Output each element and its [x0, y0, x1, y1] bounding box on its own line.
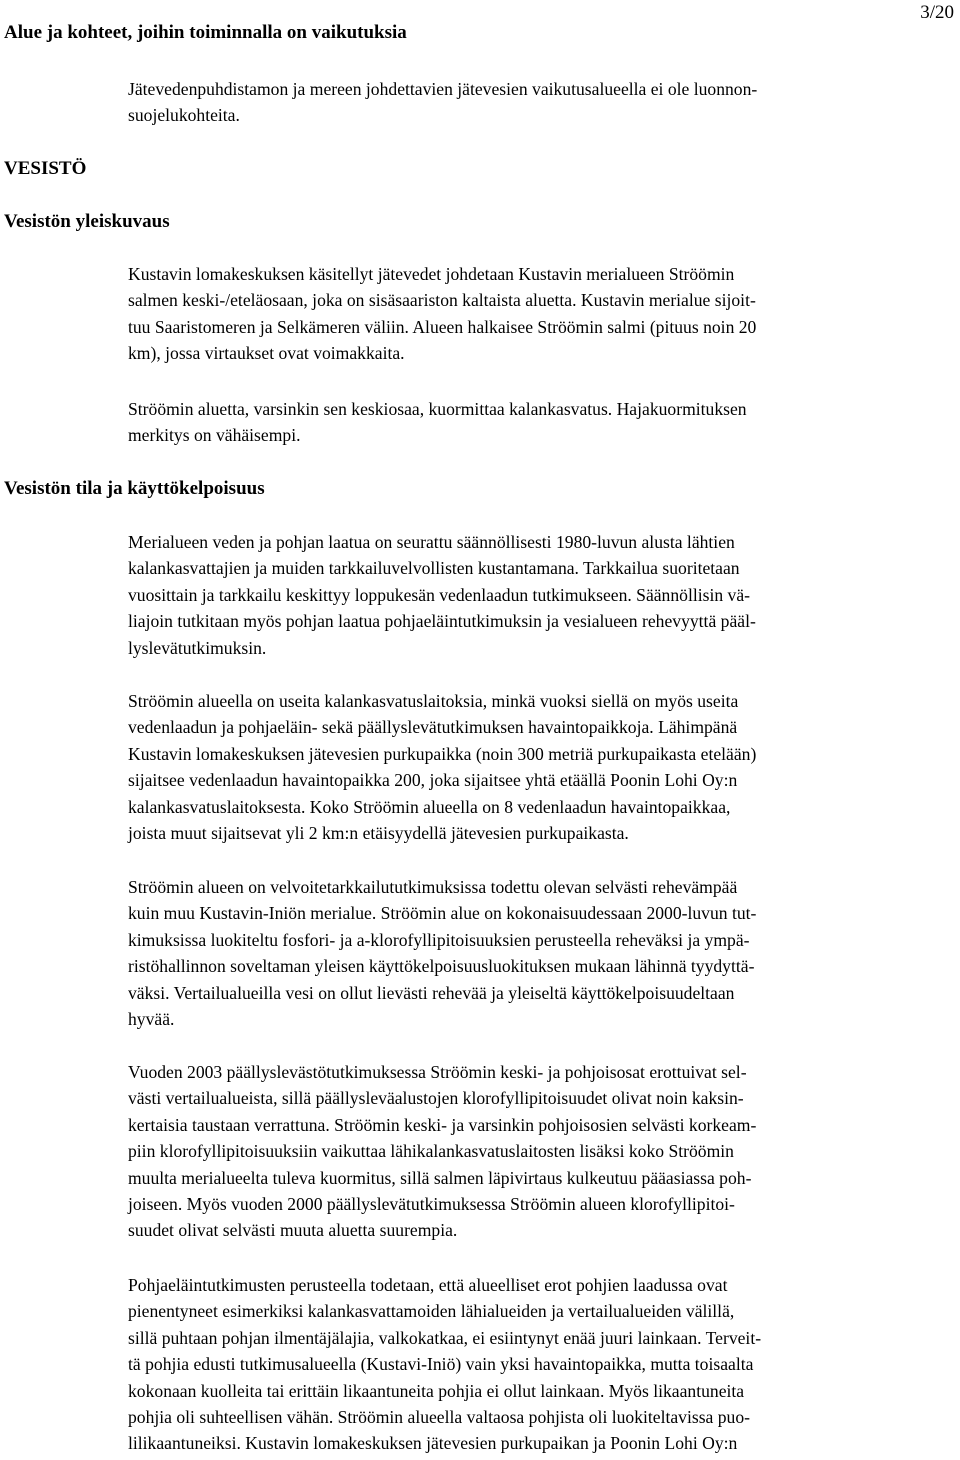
- text-line: Vuoden 2003 päällyslevästötutkimuksessa Ströömin keski- ja pohjoisosat erottuivat sel-: [128, 1062, 747, 1082]
- text-line: piin klorofyllipitoisuuksiin vaikuttaa lähikalankasvatuslaitosten lisäksi koko Ströömin: [128, 1141, 734, 1162]
- text-line: Kustavin lomakeskuksen käsitellyt jätevedet johdetaan Kustavin merialueen Ströömin: [128, 264, 735, 284]
- text-line: väksi. Vertailualueilla vesi on ollut lievästi rehevää ja yleiseltä käyttökelpoisuudeltaan: [128, 982, 735, 1003]
- text-line: kokonaan kuolleita tai erittäin likaantuneita pohjia ei ollut lainkaan. Myös likaantuneita: [128, 1380, 745, 1401]
- text-line: muulta merialueelta tuleva kuormitus, sillä salmen läpivirtaus kulkeutuu pääasiassa poh-: [128, 1167, 752, 1188]
- paragraph-tila-5: [128, 1272, 958, 1457]
- paragraph-yleiskuvaus-1: [128, 261, 958, 367]
- paragraph-tila-1: [128, 529, 958, 661]
- text-line: västi vertailualueista, sillä päällysleväalustojen klorofyllipitoisuudet olivat noin kaksin-: [128, 1088, 744, 1109]
- paragraph-yleiskuvaus-2: [128, 396, 958, 449]
- text-line: kalankasvattajien ja muiden tarkkailuvelvollisten kustantamana. Tarkkailua suoritetaan: [128, 558, 740, 579]
- text-line: kertaisia taustaan verrattuna. Ströömin keski- ja varsinkin pohjoisosien selvästi korkeam-: [128, 1114, 757, 1135]
- section-heading-tila: Vesistön tila ja käyttökelpoisuus: [4, 478, 265, 499]
- page-number: 3/20: [920, 2, 954, 23]
- text-line: Kustavin lomakeskuksen jätevesien purkupaikka (noin 300 metriä purkupaikasta etelään): [128, 743, 757, 764]
- text-line: Ströömin alueen on velvoitetarkkailututkimuksissa todettu olevan selvästi rehevämpää: [128, 877, 738, 897]
- section-heading-yleiskuvaus: Vesistön yleiskuvaus: [4, 211, 170, 232]
- text-line: pohjia oli suhteellisen vähän. Ströömin alueella valtaosa pohjista oli luokiteltavissa puo-: [128, 1407, 751, 1428]
- text-line: Ströömin alueella on useita kalankasvatuslaitoksia, minkä vuoksi siellä on myös useita: [128, 691, 739, 711]
- text-line: kuin muu Kustavin-Iniön merialue. Ströömin alue on kokonaisuudessaan 2000-luvun tut-: [128, 903, 757, 924]
- text-line: merkitys on vähäisempi.: [128, 425, 301, 446]
- text-line: ristöhallinnon soveltaman yleisen käyttökelpoisuusluokituksen mukaan lähinnä tyydyttä-: [128, 956, 755, 977]
- text-line: salmen keski-/eteläosaan, joka on sisäsaariston kaltaista aluetta. Kustavin merialue sijoit-: [128, 290, 756, 311]
- text-line: kimuksissa luokiteltu fosfori- ja a-klorofyllipitoisuuksien perusteella reheväksi ja ympä-: [128, 929, 750, 950]
- text-line: liajoin tutkitaan myös pohjan laatua pohjaeläintutkimuksin ja vesialueen rehevyyttä pääl-: [128, 611, 756, 632]
- text-line: Merialueen veden ja pohjan laatua on seurattu säännöllisesti 1980-luvun alusta lähtien: [128, 532, 735, 552]
- text-line: Jätevedenpuhdistamon ja mereen johdettavien jätevesien vaikutusalueella ei ole luonnon-: [128, 79, 758, 99]
- text-line: kalankasvatuslaitoksesta. Koko Ströömin alueella on 8 vedenlaadun havaintopaikkaa,: [128, 796, 731, 817]
- page-header-title: Alue ja kohteet, joihin toiminnalla on vaikutuksia: [4, 22, 407, 43]
- text-line: tuu Saaristomeren ja Selkämeren väliin. Alueen halkaisee Ströömin salmi (pituus noin 20: [128, 316, 757, 337]
- text-line: sijaitsee vedenlaadun havaintopaikka 200, joka sijaitsee yhtä etäällä Poonin Lohi Oy:n: [128, 770, 738, 791]
- text-line: suojelukohteita.: [128, 105, 240, 126]
- text-line: Pohjaeläintutkimusten perusteella todetaan, että alueelliset erot pohjien laadussa ovat: [128, 1275, 728, 1295]
- paragraph-tila-4: [128, 1059, 958, 1244]
- text-line: lilikaantuneiksi. Kustavin lomakeskuksen jätevesien purkupaikan ja Poonin Lohi Oy:n: [128, 1433, 738, 1454]
- text-line: lyslevätutkimuksin.: [128, 637, 267, 658]
- section-heading-vesisto: VESISTÖ: [4, 158, 87, 179]
- text-line: pienentyneet esimerkiksi kalankasvattamoiden lähialueiden ja vertailualueiden välillä,: [128, 1301, 735, 1322]
- paragraph-tila-3: [128, 874, 958, 1032]
- text-line: joista muut sijaitsevat yli 2 km:n etäisyydellä jätevesien purkupaikasta.: [128, 823, 629, 844]
- text-line: km), jossa virtaukset ovat voimakkaita.: [128, 343, 405, 364]
- text-line: suudet olivat selvästi muuta aluetta suurempia.: [128, 1220, 458, 1241]
- text-line: vuosittain ja tarkkailu keskittyy loppukesän vedenlaadun tutkimukseen. Säännöllisin vä-: [128, 584, 751, 605]
- text-line: tä pohjia edusti tutkimusalueella (Kustavi-Iniö) vain yksi havaintopaikka, mutta toisaalta: [128, 1354, 754, 1375]
- text-line: Ströömin aluetta, varsinkin sen keskiosaa, kuormittaa kalankasvatus. Hajakuormituksen: [128, 399, 747, 419]
- text-line: joiseen. Myös vuoden 2000 päällyslevätutkimuksessa Ströömin alueen klorofyllipitoi-: [128, 1194, 735, 1215]
- paragraph-tila-2: [128, 688, 958, 846]
- intro-paragraph: [128, 76, 958, 129]
- text-line: sillä puhtaan pohjan ilmentäjälajia, valkokatkaa, ei esiintynyt enää juuri lainkaan. Terveit-: [128, 1327, 762, 1348]
- text-line: vedenlaadun ja pohjaeläin- sekä päällyslevätutkimuksen havaintopaikkoja. Lähimpänä: [128, 717, 738, 738]
- text-line: hyvää.: [128, 1009, 175, 1030]
